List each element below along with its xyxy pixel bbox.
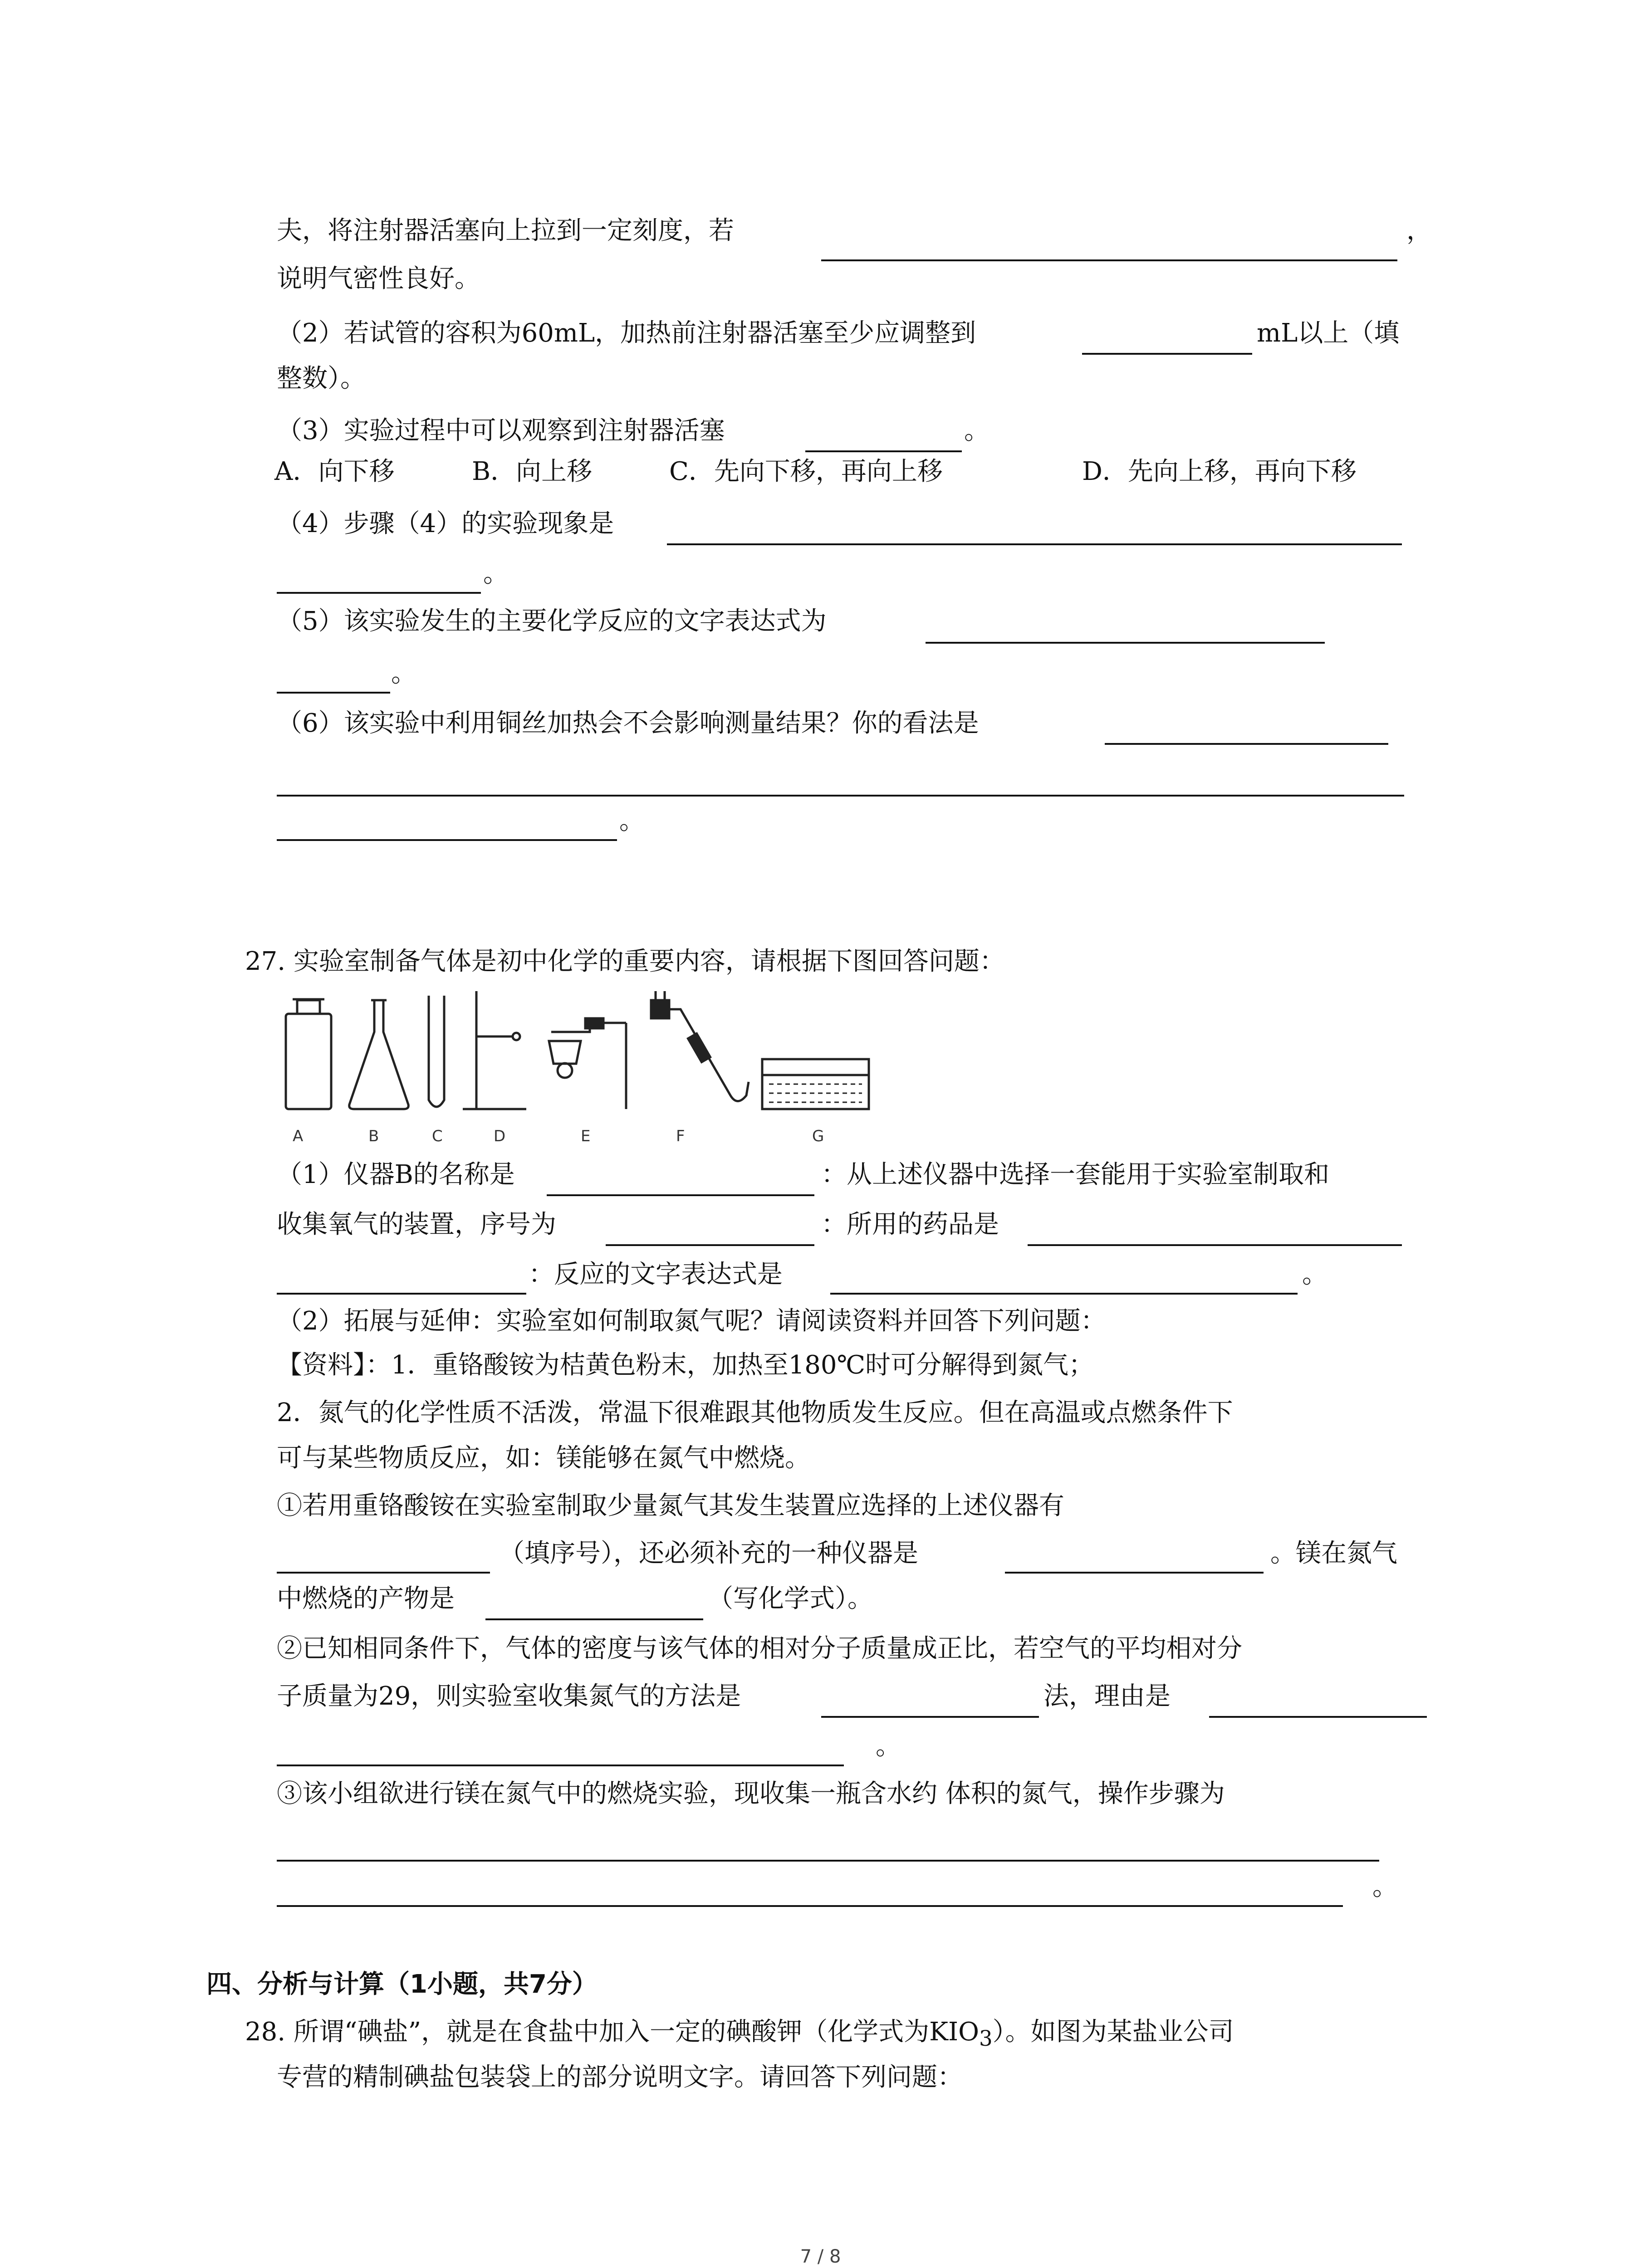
q27-material-2-cont: 可与某些物质反应，如：镁能够在氮气中燃烧。 (277, 1443, 810, 1473)
q26-part-6-end: 。 (619, 806, 645, 836)
answer-blank[interactable] (547, 1194, 814, 1196)
answer-blank[interactable] (277, 592, 481, 594)
q28-text-a: 28. 所谓“碘盐”，就是在食盐中加入一定的碘酸钾（化学式为KIO (245, 2017, 979, 2047)
q27-sub-1-line-3: 中燃烧的产物是 (277, 1584, 455, 1613)
answer-blank[interactable] (1005, 1572, 1264, 1574)
option-d[interactable]: D．先向上移，再向下移 (1082, 457, 1357, 486)
q27-title: 27. 实验室制备气体是初中化学的重要内容，请根据下图回答问题： (245, 947, 1005, 976)
q27-sub-2-mid: 法，理由是 (1043, 1681, 1171, 1711)
answer-blank[interactable] (277, 1572, 490, 1574)
answer-blank[interactable] (821, 259, 1397, 261)
q26-part-2-end: mL以上（填 (1257, 318, 1400, 348)
q27-part-1-cont: ：从上述仪器中选择一套能用于实验室制取和 (821, 1160, 1329, 1189)
q27-sub-2-cont: 子质量为29，则实验室收集氮气的方法是 (277, 1681, 741, 1711)
test-tube-icon (429, 996, 444, 1107)
answer-blank[interactable] (277, 1905, 1343, 1907)
q27-part-1: （1）仪器B的名称是 (277, 1160, 515, 1189)
answer-blank[interactable] (1105, 743, 1388, 745)
option-b[interactable]: B．向上移 (472, 457, 593, 486)
q26-part-5: （5）该实验发生的主要化学反应的文字表达式为 (277, 606, 827, 636)
figure-label-f: F (676, 1127, 685, 1145)
answer-blank[interactable] (805, 450, 962, 452)
q26-part-3: （3）实验过程中可以观察到注射器活塞 (277, 416, 725, 445)
answer-blank[interactable] (830, 1293, 1298, 1295)
q26-part-2: （2）若试管的容积为60mL，加热前注射器活塞至少应调整到 (277, 318, 976, 348)
answer-blank[interactable] (277, 1765, 844, 1766)
q27-sub-1-cont: （填序号），还必须补充的一种仪器是 (499, 1539, 918, 1568)
answer-blank[interactable] (606, 1244, 814, 1246)
page-number: 7 / 8 (800, 2246, 841, 2267)
q26-part-4-end: 。 (483, 559, 509, 588)
gas-bottle-icon (286, 999, 331, 1109)
q26-line-2: 说明气密性良好。 (277, 264, 480, 293)
option-a[interactable]: A．向下移 (274, 457, 395, 486)
figure-label-a: A (293, 1127, 304, 1145)
q28-text-b: ）。如图为某盐业公司 (992, 2017, 1234, 2047)
q26-line-1-end: ， (1406, 216, 1432, 245)
q27-sub-1-end: 。镁在氮气 (1270, 1539, 1397, 1568)
answer-blank[interactable] (1028, 1244, 1402, 1246)
q28-subscript: 3 (979, 2027, 993, 2052)
answer-blank[interactable] (277, 692, 390, 694)
answer-blank[interactable] (821, 1716, 1039, 1718)
section-4-heading: 四、分析与计算（1小题，共7分） (206, 1970, 598, 1999)
q27-line-2: 收集氧气的装置，序号为 (277, 1210, 556, 1239)
water-trough-icon (762, 1059, 869, 1109)
q27-material-1: 【资料】：1．重铬酸铵为桔黄色粉末，加热至180℃时可分解得到氮气； (277, 1350, 1094, 1380)
answer-blank[interactable] (277, 795, 1404, 797)
q26-part-5-end: 。 (391, 659, 416, 688)
q27-part-2: （2）拓展与延伸：实验室如何制取氮气呢？请阅读资料并回答下列问题： (277, 1306, 1106, 1336)
figure-label-d: D (494, 1127, 506, 1145)
answer-blank[interactable] (667, 543, 1402, 545)
q27-sub-2-end: 。 (876, 1731, 901, 1761)
q27-sub-2: ②已知相同条件下，气体的密度与该气体的相对分子质量成正比，若空气的平均相对分 (277, 1634, 1242, 1663)
q26-part-2-line-2: 整数）。 (277, 364, 366, 393)
answer-blank[interactable] (1082, 353, 1252, 355)
q26-line-1: 夫，将注射器活塞向上拉到一定刻度，若 (277, 216, 734, 245)
q28-line-2: 专营的精制碘盐包装袋上的部分说明文字。请回答下列问题： (277, 2063, 963, 2092)
answer-blank[interactable] (277, 839, 617, 841)
figure-label-b: B (368, 1127, 379, 1145)
q27-line-3: ：反应的文字表达式是 (529, 1260, 783, 1289)
q27-sub-3: ③该小组欲进行镁在氮气中的燃烧实验，现收集一瓶含水约 体积的氮气，操作步骤为 (277, 1779, 1225, 1809)
option-c[interactable]: C．先向下移，再向上移 (669, 457, 943, 486)
q27-sub-1-line-3-end: （写化学式）。 (708, 1584, 873, 1613)
q28-line-1 (245, 2016, 1234, 2055)
figure-label-c: C (432, 1127, 443, 1145)
alcohol-lamp-icon (549, 1018, 626, 1109)
q27-sub-3-end: 。 (1372, 1872, 1398, 1901)
q26-part-6: （6）该实验中利用铜丝加热会不会影响测量结果？你的看法是 (277, 709, 979, 738)
figure-label-g: G (812, 1127, 824, 1145)
answer-blank[interactable] (277, 1860, 1379, 1862)
q26-part-4: （4）步骤（4）的实验现象是 (277, 509, 614, 538)
answer-blank[interactable] (1209, 1716, 1427, 1718)
q27-sub-1: ①若用重铬酸铵在实验室制取少量氮气其发生装置应选择的上述仪器有 (277, 1491, 1064, 1520)
conical-flask-icon (349, 1000, 409, 1109)
answer-blank[interactable] (926, 642, 1325, 644)
figure-label-e: E (581, 1127, 591, 1145)
q27-line-2-cont: ：所用的药品是 (821, 1210, 999, 1239)
answer-blank[interactable] (277, 1293, 526, 1295)
q27-line-3-end: 。 (1302, 1260, 1327, 1289)
iron-stand-icon (463, 991, 526, 1109)
apparatus-figure (272, 987, 880, 1159)
delivery-tube-icon (651, 991, 749, 1101)
q27-material-2: 2．氮气的化学性质不活泼，常温下很难跟其他物质发生反应。但在高温或点燃条件下 (277, 1398, 1233, 1427)
answer-blank[interactable] (485, 1618, 703, 1620)
q26-part-3-end: 。 (964, 416, 989, 445)
